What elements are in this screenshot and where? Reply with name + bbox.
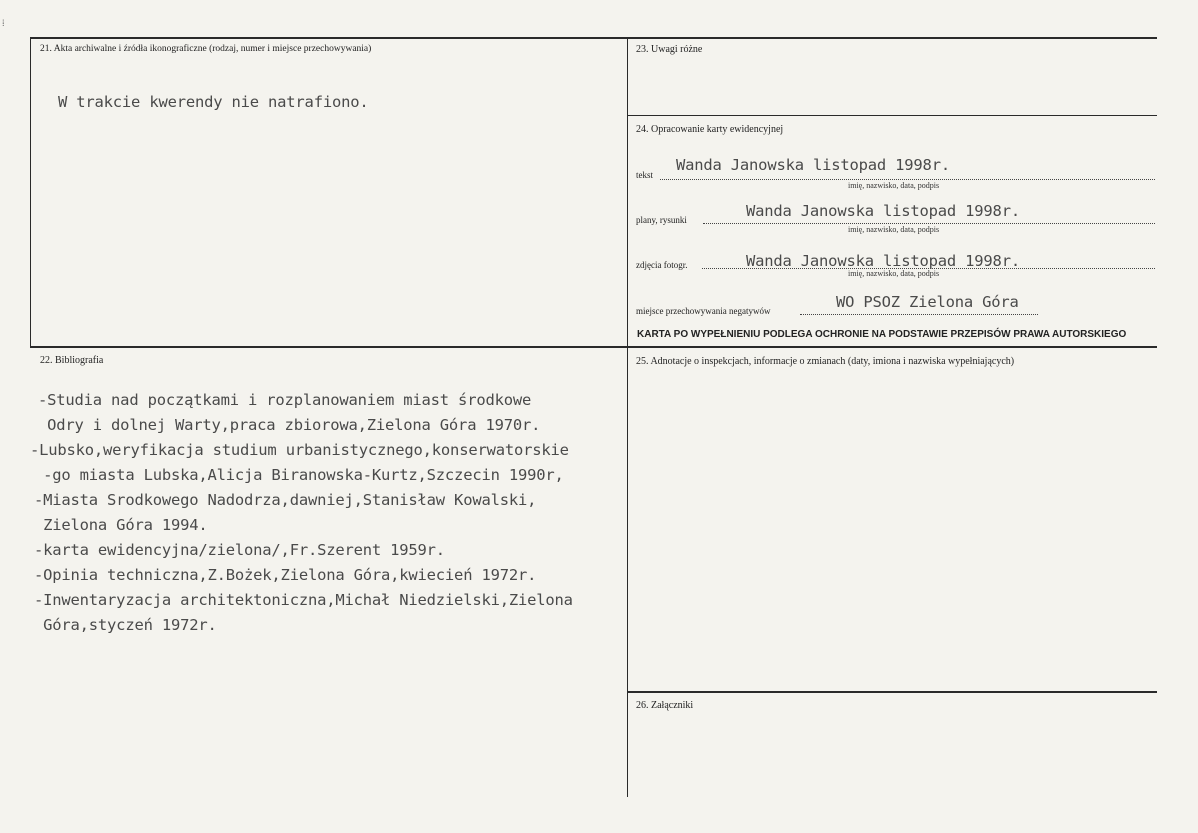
- s22-label: 22. Bibliografia: [40, 355, 104, 366]
- plany-label: plany, rysunki: [636, 215, 687, 225]
- s26-label: 26. Załączniki: [636, 700, 694, 711]
- s24-label: 24. Opracowanie karty ewidencyjnej: [636, 124, 784, 135]
- s21-label: 21. Akta archiwalne i źródła ikonograficzne (rodzaj, numer i miejsce przechowywania): [40, 44, 372, 54]
- zdjecia-label: zdjęcia fotogr.: [636, 260, 688, 270]
- bib-line: Góra,styczeń 1972r.: [34, 616, 217, 634]
- tekst-dotted-line: [660, 179, 1155, 180]
- s23-bottom-rule: [628, 115, 1157, 116]
- negatywy-value: WO PSOZ Zielona Góra: [836, 293, 1019, 311]
- zdjecia-caption: imię, nazwisko, data, podpis: [848, 269, 940, 278]
- plany-dotted-line: [703, 223, 1155, 224]
- middle-rule: [30, 346, 1157, 348]
- tekst-label: tekst: [636, 170, 653, 180]
- s25-label: 25. Adnotacje o inspekcjach, informacje o zmianach (daty, imiona i nazwiska wypełniających): [636, 356, 1015, 367]
- edge-mark: ⁞: [2, 18, 5, 28]
- plany-caption: imię, nazwisko, data, podpis: [848, 225, 940, 234]
- left-rule: [30, 37, 31, 347]
- bib-line: -Studia nad początkami i rozplanowaniem miast środkowe: [38, 391, 532, 409]
- tekst-caption: imię, nazwisko, data, podpis: [848, 181, 940, 190]
- top-rule: [30, 37, 1157, 39]
- bib-line: Zielona Góra 1994.: [34, 516, 208, 534]
- s21-text: W trakcie kwerendy nie natrafiono.: [58, 93, 369, 111]
- bib-line: -Inwentaryzacja architektoniczna,Michał Niedzielski,Zielona: [34, 591, 573, 609]
- s26-top-rule: [628, 691, 1157, 693]
- copyright-notice: KARTA PO WYPEŁNIENIU PODLEGA OCHRONIE NA PODSTAWIE PRZEPISÓW PRAWA AUTORSKIEGO: [637, 329, 1127, 340]
- bib-line: Odry i dolnej Warty,praca zbiorowa,Zielona Góra 1970r.: [38, 416, 541, 434]
- bib-line: -karta ewidencyjna/zielona/,Fr.Szerent 1959r.: [34, 541, 445, 559]
- zdjecia-value: Wanda Janowska listopad 1998r.: [746, 252, 1020, 270]
- center-divider: [627, 37, 628, 797]
- negatywy-dotted-line: [800, 314, 1038, 315]
- bib-line: -Miasta Srodkowego Nadodrza,dawniej,Stanisław Kowalski,: [34, 491, 537, 509]
- plany-value: Wanda Janowska listopad 1998r.: [746, 202, 1020, 220]
- negatywy-label: miejsce przechowywania negatywów: [636, 306, 771, 316]
- tekst-value: Wanda Janowska listopad 1998r.: [676, 156, 950, 174]
- bib-line: -go miasta Lubska,Alicja Biranowska-Kurtz,Szczecin 1990r,: [34, 466, 564, 484]
- bib-line: -Lubsko,weryfikacja studium urbanistycznego,konserwatorskie: [30, 441, 569, 459]
- s23-label: 23. Uwagi różne: [636, 44, 703, 55]
- bib-line: -Opinia techniczna,Z.Bożek,Zielona Góra,kwiecień 1972r.: [34, 566, 537, 584]
